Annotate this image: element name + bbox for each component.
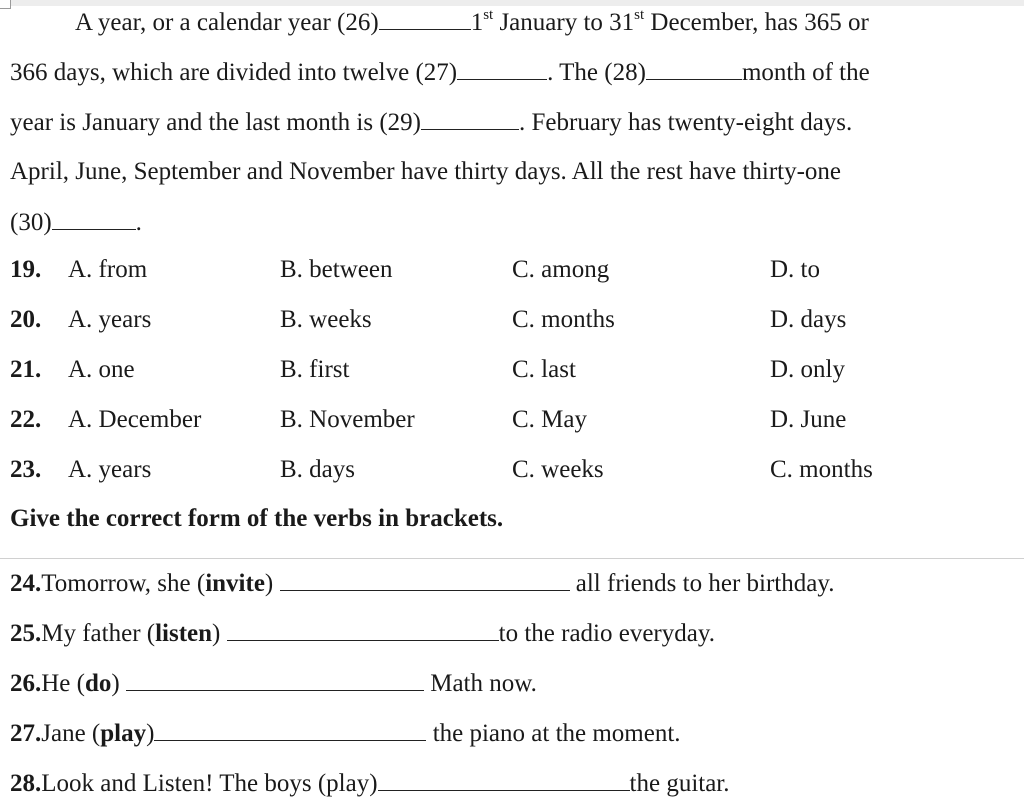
question-text: He ( — [41, 670, 85, 697]
passage-text: (30) — [10, 209, 52, 236]
question-number: 20. — [10, 306, 42, 333]
passage-line-1 — [75, 7, 869, 38]
passage-text: 1 — [470, 9, 484, 36]
option-a[interactable]: A. one — [68, 356, 135, 383]
passage-text: January to 31 — [493, 9, 635, 36]
answer-blank-26-verb[interactable] — [126, 668, 424, 691]
divider — [0, 558, 1024, 559]
answer-blank-29[interactable] — [421, 107, 519, 130]
question-number: 21. — [10, 356, 42, 383]
passage-text: December, has 365 or — [644, 9, 869, 36]
superscript: st — [634, 6, 645, 23]
question-number: 23. — [10, 456, 42, 483]
mcq-row-20 — [10, 305, 1010, 335]
question-text: Tomorrow, she ( — [41, 570, 206, 597]
verb-keyword: do — [84, 670, 112, 697]
passage-text: April, June, September and November have thirty days. All the rest have thirty-one — [10, 158, 842, 185]
question-text: ) — [264, 570, 280, 597]
option-d[interactable]: C. months — [770, 456, 873, 483]
option-c[interactable]: C. among — [512, 256, 610, 283]
verb-question-26 — [10, 668, 537, 699]
question-number: 26. — [10, 670, 42, 697]
verb-question-24 — [10, 568, 834, 599]
verb-keyword: play — [100, 720, 147, 747]
answer-blank-25[interactable] — [227, 618, 499, 641]
option-b[interactable]: B. November — [280, 406, 415, 433]
question-text: Jane ( — [41, 720, 101, 747]
option-d[interactable]: D. June — [770, 406, 847, 433]
corner-marker — [0, 0, 11, 9]
verb-question-25 — [10, 618, 715, 649]
question-text: the guitar. — [629, 770, 730, 797]
question-text: the piano at the moment. — [426, 720, 681, 747]
top-band — [0, 0, 1024, 6]
answer-blank-26[interactable] — [379, 7, 471, 30]
verb-question-27 — [10, 718, 681, 749]
passage-text: A year, or a calendar year (26) — [75, 9, 379, 36]
mcq-row-19 — [10, 255, 1010, 285]
passage-text: month of the — [741, 59, 870, 86]
mcq-row-21 — [10, 355, 1010, 385]
question-number: 24. — [10, 570, 42, 597]
passage-text: 366 days, which are divided into twelve (27) — [10, 59, 458, 86]
option-c[interactable]: C. May — [512, 406, 587, 433]
option-c[interactable]: C. last — [512, 356, 576, 383]
answer-blank-24[interactable] — [280, 568, 570, 591]
question-text: Look and Listen! The boys (play) — [41, 770, 378, 797]
passage-text: . — [135, 209, 142, 236]
option-b[interactable]: B. first — [280, 356, 350, 383]
passage-line-2 — [10, 57, 870, 88]
option-b[interactable]: B. between — [280, 256, 393, 283]
question-text: ) — [111, 670, 126, 697]
verb-question-28 — [10, 768, 730, 799]
answer-blank-27-verb[interactable] — [154, 718, 426, 741]
answer-blank-28[interactable] — [646, 57, 742, 80]
question-number: 19. — [10, 256, 42, 283]
question-text: My father ( — [41, 620, 156, 647]
mcq-row-23 — [10, 455, 1010, 485]
question-text: Math now. — [423, 670, 537, 697]
option-a[interactable]: A. from — [68, 256, 148, 283]
question-text: ) — [146, 720, 155, 747]
question-number: 28. — [10, 770, 42, 797]
option-a[interactable]: A. years — [68, 306, 152, 333]
passage-line-3 — [10, 107, 852, 138]
question-number: 25. — [10, 620, 42, 647]
passage-text: . February has twenty-eight days. — [519, 109, 853, 136]
question-text: ) — [212, 620, 227, 647]
option-c[interactable]: C. months — [512, 306, 615, 333]
answer-blank-28-verb[interactable] — [378, 768, 630, 791]
answer-blank-27[interactable] — [457, 57, 547, 80]
question-text: to the radio everyday. — [498, 620, 715, 647]
mcq-row-22 — [10, 405, 1010, 435]
passage-line-5 — [10, 207, 142, 238]
verb-keyword: invite — [205, 570, 265, 597]
option-d[interactable]: D. only — [770, 356, 845, 383]
passage-text: year is January and the last month is (29) — [10, 109, 422, 136]
option-c[interactable]: C. weeks — [512, 456, 604, 483]
passage-line-4 — [10, 157, 841, 187]
passage-text: . The (28) — [547, 59, 646, 86]
option-d[interactable]: D. days — [770, 306, 847, 333]
question-number: 22. — [10, 406, 42, 433]
superscript: st — [483, 6, 494, 23]
option-d[interactable]: D. to — [770, 256, 820, 283]
question-text: all friends to her birthday. — [569, 570, 835, 597]
option-a[interactable]: A. years — [68, 456, 152, 483]
option-b[interactable]: B. days — [280, 456, 355, 483]
answer-blank-30[interactable] — [52, 207, 136, 230]
option-a[interactable]: A. December — [68, 406, 202, 433]
section-title: Give the correct form of the verbs in brackets. — [10, 505, 504, 532]
option-b[interactable]: B. weeks — [280, 306, 372, 333]
question-number: 27. — [10, 720, 42, 747]
verb-keyword: listen — [155, 620, 213, 647]
